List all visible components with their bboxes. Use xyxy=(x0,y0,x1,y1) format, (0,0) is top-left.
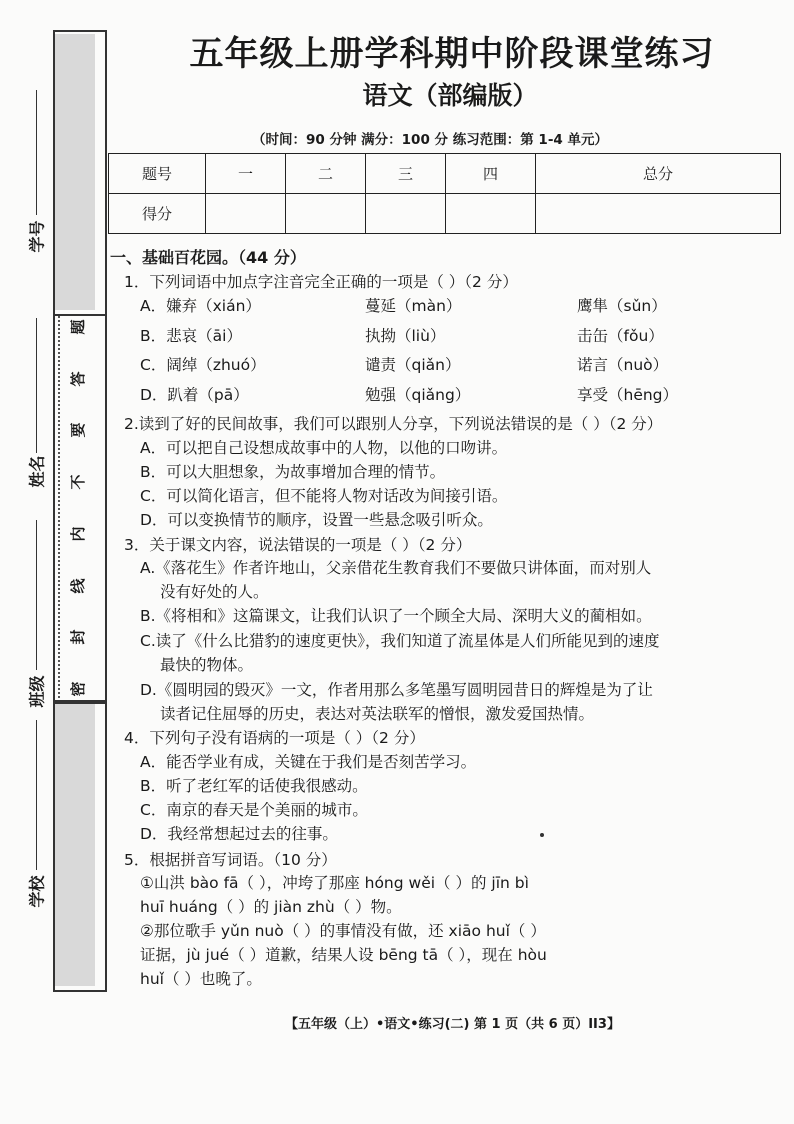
score-input-cell[interactable] xyxy=(446,194,536,234)
seal-char: 不 xyxy=(69,474,87,490)
question-4-stem: 4．下列句子没有语病的一项是（ ）（2 分） xyxy=(124,729,425,747)
q2-option: D．可以变换情节的顺序，设置一些悬念吸引听众。 xyxy=(140,511,493,529)
table-cell: 四 xyxy=(446,154,536,194)
table-cell: 题号 xyxy=(109,154,206,194)
table-cell: 一 xyxy=(206,154,286,194)
q5-line: huī huáng（ ）的 jiàn zhù（ ）物。 xyxy=(140,898,402,916)
q1-option: 执拗（liù） xyxy=(365,327,446,345)
seal-char: 封 xyxy=(69,629,87,645)
question-2-stem: 2.读到了好的民间故事，我们可以跟别人分享，下列说法错误的是（ ）（2 分） xyxy=(124,415,663,433)
school-label: 学校 xyxy=(27,875,47,908)
table-cell: 总分 xyxy=(536,154,781,194)
question-5-stem: 5．根据拼音写词语。（10 分） xyxy=(124,851,337,869)
score-input-cell[interactable] xyxy=(366,194,446,234)
seal-text xyxy=(58,318,98,698)
q3-line: 没有好处的人。 xyxy=(160,583,269,601)
q1-option: 勉强（qiǎng） xyxy=(365,386,471,404)
question-1-stem: 1．下列词语中加点字注音完全正确的一项是（ ）（2 分） xyxy=(124,273,518,291)
binding-shade-top xyxy=(55,34,95,310)
score-input-cell[interactable] xyxy=(286,194,366,234)
q3-line: 读者记住屈辱的历史，表达对英法联军的憎恨，激发爱国热情。 xyxy=(160,705,595,723)
table-cell: 得分 xyxy=(109,194,206,234)
page-subtitle: 语文（部编版） xyxy=(362,81,538,110)
class-line xyxy=(36,520,37,670)
q2-option: A．可以把自己设想成故事中的人物，以他的口吻讲。 xyxy=(140,439,508,457)
q1-option: 鹰隼（sǔn） xyxy=(577,297,667,315)
table-cell: 二 xyxy=(286,154,366,194)
q1-option: A．嫌弃（xián） xyxy=(140,297,261,315)
q4-option: D．我经常想起过去的往事。 xyxy=(140,825,338,843)
q4-option: C．南京的春天是个美丽的城市。 xyxy=(140,801,368,819)
student-id-line xyxy=(36,90,37,215)
q3-line: C.读了《什么比猎豹的速度更快》，我们知道了流星体是人们所能见到的速度 xyxy=(140,632,660,650)
q5-line: ②那位歌手 yǔn nuò（ ）的事情没有做，还 xiāo huǐ（ ） xyxy=(140,922,546,940)
q1-option: 击缶（fǒu） xyxy=(577,327,664,345)
seal-char: 线 xyxy=(69,578,87,594)
q2-option: B．可以大胆想象，为故事增加合理的情节。 xyxy=(140,463,446,481)
q5-line: huǐ（ ）也晚了。 xyxy=(140,970,262,988)
score-table xyxy=(108,153,781,234)
student-name-line xyxy=(36,318,37,453)
stray-mark xyxy=(540,833,544,837)
q3-line: D.《圆明园的毁灭》一文，作者用那么多笔墨写圆明园昔日的辉煌是为了让 xyxy=(140,681,653,699)
score-input-cell[interactable] xyxy=(206,194,286,234)
table-cell: 三 xyxy=(366,154,446,194)
page-title: 五年级上册学科期中阶段课堂练习 xyxy=(189,34,715,74)
q1-option: 享受（hēng） xyxy=(577,386,679,404)
question-3-stem: 3．关于课文内容，说法错误的一项是（ ）（2 分） xyxy=(124,536,472,554)
q5-line: ①山洪 bào fā（ ），冲垮了那座 hóng wěi（ ）的 jīn bì xyxy=(140,874,529,892)
q2-option: C．可以简化语言，但不能将人物对话改为间接引语。 xyxy=(140,487,508,505)
page-footer: 【五年级（上）•语文•练习(二) 第 1 页（共 6 页）II3】 xyxy=(285,1017,620,1032)
score-table-score-row xyxy=(109,194,781,234)
score-table-header-row xyxy=(109,154,781,194)
q3-line: A.《落花生》作者许地山，父亲借花生教育我们不要做只讲体面，而对别人 xyxy=(140,559,652,577)
seal-char: 密 xyxy=(69,681,87,697)
q3-line: 最快的物体。 xyxy=(160,656,254,674)
q1-option: C．阔绰（zhuó） xyxy=(140,356,266,374)
seal-char: 答 xyxy=(69,371,87,387)
q1-option: 谴责（qiǎn） xyxy=(365,356,461,374)
exam-info: （时间：90 分钟 满分：100 分 练习范围：第 1-4 单元） xyxy=(251,132,609,148)
q4-option: A．能否学业有成，关键在于我们是否刻苦学习。 xyxy=(140,753,477,771)
score-input-cell[interactable] xyxy=(536,194,781,234)
student-name-label: 姓名 xyxy=(27,455,47,488)
seal-char: 要 xyxy=(69,422,87,438)
seal-char: 题 xyxy=(69,319,87,335)
q4-option: B．听了老红军的话使我很感动。 xyxy=(140,777,368,795)
student-id-label: 学号 xyxy=(27,220,47,253)
school-line xyxy=(36,720,37,870)
binding-strip xyxy=(0,0,100,1124)
seal-char: 内 xyxy=(69,526,87,542)
q1-option: D．趴着（pā） xyxy=(140,386,249,404)
q3-line: B.《将相和》这篇课文，让我们认识了一个顾全大局、深明大义的蔺相如。 xyxy=(140,607,652,625)
q5-line: 证据，jù jué（ ）道歉，结果人设 bēng tā（ ），现在 hòu xyxy=(140,946,547,964)
q1-option: B．悲哀（āi） xyxy=(140,327,242,345)
binding-shade-bottom xyxy=(55,704,95,986)
section-title: 一、基础百花园。（44 分） xyxy=(110,248,306,267)
q1-option: 蔓延（màn） xyxy=(365,297,462,315)
q1-option: 诺言（nuò） xyxy=(577,356,669,374)
class-label: 班级 xyxy=(27,675,47,708)
